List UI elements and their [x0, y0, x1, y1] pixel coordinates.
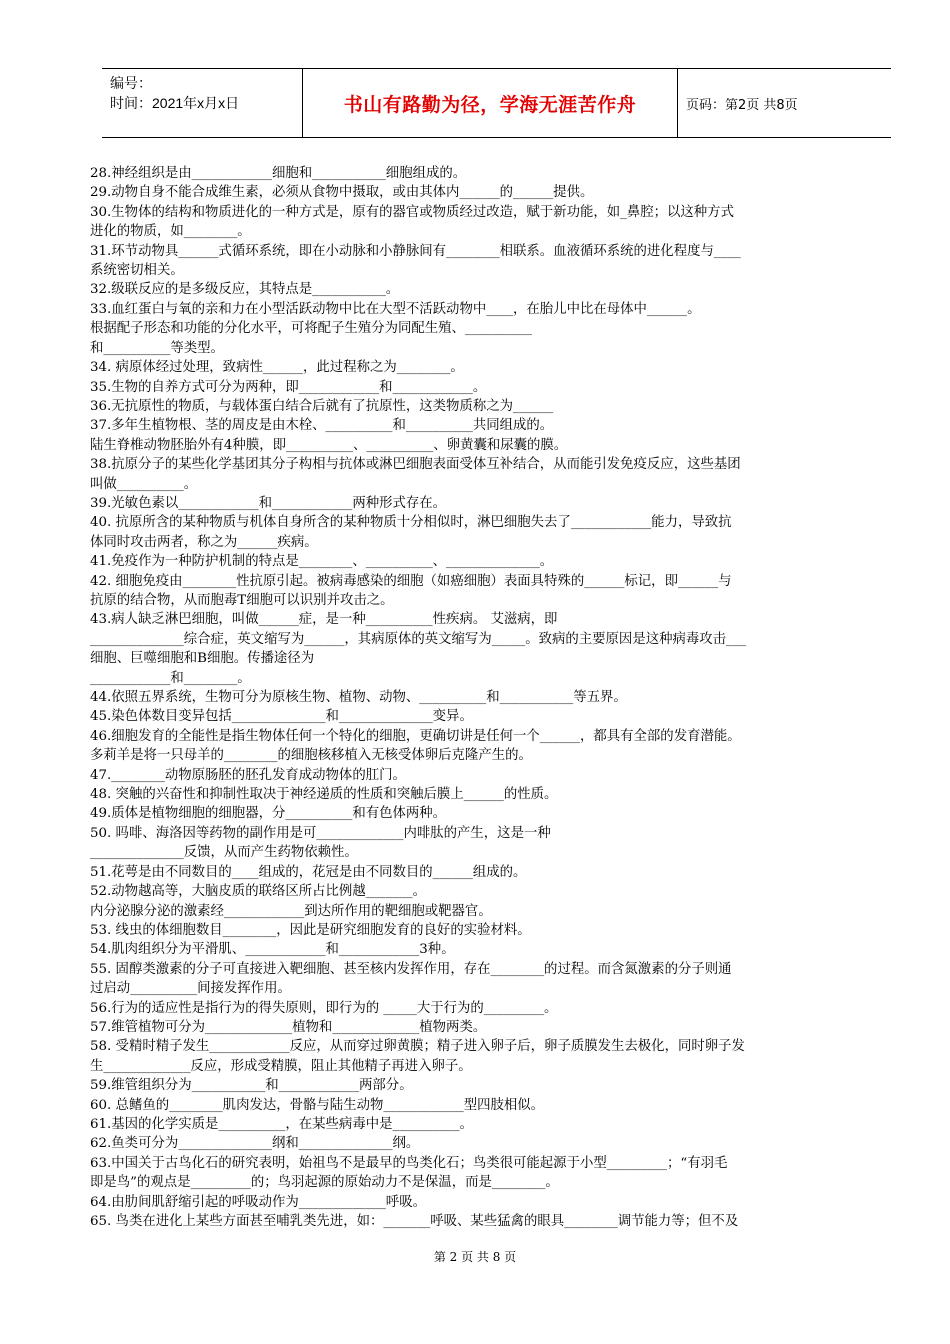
question-line: 51.花萼是由不同数目的____组成的，花冠是由不同数目的______组成的。 [90, 864, 527, 880]
question-line: 内分泌腺分泌的激素经____________到达所作用的靶细胞或靶器官。 [90, 903, 492, 919]
question-line: ______________反馈，从而产生药物依赖性。 [90, 845, 358, 861]
question-line: 40. 抗原所含的某种物质与机体自身所含的某种物质十分相似时，淋巴细胞失去了____________能力，导致抗 [90, 515, 732, 531]
question-line: 45.染色体数目变异包括______________和______________变异。 [90, 709, 473, 725]
question-line: 43.病人缺乏淋巴细胞，叫做______症，是一种__________性疾病。 艾滋病，即 [90, 612, 558, 628]
page-header [102, 68, 891, 138]
header-page-number: 页码：第2页 共8页 [686, 97, 798, 113]
question-line: 系统密切相关。 [90, 263, 184, 278]
question-line: 53. 线虫的体细胞数目________，因此是研究细胞发育的良好的实验材料。 [90, 922, 531, 938]
question-line: 35.生物的自养方式可分为两种，即____________和____________。 [90, 379, 487, 395]
question-line: ______________综合症，英文缩写为______，其病原体的英文缩写为_____。致病的主要原因是这种病毒攻击___ [90, 631, 747, 647]
header-meta [102, 69, 302, 137]
document-number-label: 编号： [110, 75, 152, 91]
question-line: 37.多年生植物根、茎的周皮是由木栓、__________和__________共同组成的。 [90, 418, 554, 434]
question-line: 和__________等类型。 [90, 340, 224, 356]
question-line: 30.生物体的结构和物质进化的一种方式是，原有的器官或物质经过改造，赋于新功能，如_鼻腔；以这种方式 [90, 204, 734, 220]
question-line: 28.神经组织是由____________细胞和___________细胞组成的。 [90, 166, 467, 181]
question-line: 33.血红蛋白与氧的亲和力在小型活跃动物中比在大型不活跃动物中____，在胎儿中比在母体中______。 [90, 301, 701, 317]
question-line: 55. 固醇类激素的分子可直接进入靶细胞、甚至核内发挥作用，存在________的过程。而含氮激素的分子则通 [90, 961, 732, 977]
question-line: 62.鱼类可分为______________纲和______________纲。 [90, 1136, 420, 1152]
question-line: 体同时攻击两者，称之为______疾病。 [90, 534, 318, 550]
question-line: 64.由肋间肌舒缩引起的呼吸动作为_____________呼吸。 [90, 1194, 426, 1210]
date-label: 时间：2021年x月x日 [110, 95, 240, 111]
question-line: 34. 病原体经过处理，致病性______，此过程称之为________。 [90, 360, 464, 376]
question-line: 59.维管组织分为___________和____________两部分。 [90, 1078, 413, 1094]
question-line: 57.维管植物可分为_____________植物和_____________植物两类。 [90, 1019, 487, 1035]
question-line: 生_____________反应，形成受精膜，阻止其他精子再进入卵子。 [90, 1058, 472, 1074]
question-line: 31.环节动物具______式循环系统，即在小动脉和小静脉间有________相联系。血液循环系统的进化程度与____ [90, 243, 741, 259]
question-line: 61.基因的化学实质是__________，在某些病毒中是__________。 [90, 1117, 473, 1132]
question-line: 41.免疫作为一种防护机制的特点是________、__________、______________。 [90, 554, 554, 570]
question-line: 46.细胞发育的全能性是指生物体任何一个特化的细胞，更确切讲是任何一个______，都具有全部的发育潜能。 [90, 728, 741, 744]
page-footer: 第 2 页 共 8 页 [433, 1250, 517, 1264]
question-line: ____________和________。 [90, 670, 251, 686]
question-line: 即是鸟”的观点是_________的；鸟羽起源的原始动力不是保温，而是________。 [90, 1175, 559, 1191]
question-line: 65. 鸟类在进化上某些方面甚至哺乳类先进，如：_______呼吸、某些猛禽的眼具________调节能力等；但不及 [90, 1214, 739, 1229]
question-line: 抗原的结合物，从而胞毒T细胞可以识别并攻击之。 [90, 593, 394, 608]
question-line: 52.动物越高等，大脑皮质的联络区所占比例越_______。 [90, 884, 426, 900]
question-line: 39.光敏色素以____________和____________两种形式存在。 [90, 495, 447, 511]
header-motto: 书山有路勤为径，学海无涯苦作舟 [343, 93, 637, 116]
question-line: 42. 细胞免疫由________性抗原引起。被病毒感染的细胞（如癌细胞）表面具特殊的______标记，即______与 [90, 573, 732, 589]
question-line: 49.质体是植物细胞的细胞器，分__________和有色体两种。 [90, 806, 447, 822]
question-line: 29.动物自身不能合成维生素，必须从食物中摄取，或由其体内______的______提供。 [90, 185, 594, 201]
question-line: 细胞、巨噬细胞和B细胞。传播途径为 [90, 651, 315, 667]
question-line: 陆生脊椎动物胚胎外有4种膜，即__________、__________、卵黄囊和尿囊的膜。 [90, 437, 568, 453]
question-line: 进化的物质，如________。 [90, 224, 251, 240]
question-line: 叫做__________。 [90, 476, 198, 492]
question-line: 多莉羊是将一只母羊的________的细胞核移植入无核受体卵后克隆产生的。 [90, 748, 532, 764]
question-line: 60. 总鳍鱼的________肌肉发达，骨骼与陆生动物____________型四肢相似。 [90, 1097, 545, 1113]
question-line: 38.抗原分子的某些化学基团其分子构相与抗体或淋巴细胞表面受体互补结合，从而能引发免疫反应，这些基团 [90, 457, 741, 473]
question-line: 44.依照五界系统，生物可分为原核生物、植物、动物、__________和___________等五界。 [90, 690, 627, 705]
question-line: 56.行为的适应性是指行为的得失原则，即行为的 _____大于行为的_________。 [90, 1000, 558, 1016]
question-line: 58. 受精时精子发生____________反应，从而穿过卵黄膜；精子进入卵子后，卵子质膜发生去极化，同时卵子发 [90, 1039, 745, 1055]
question-line: 根据配子形态和功能的分化水平，可将配子生殖分为同配生殖、__________ [90, 321, 532, 337]
question-line: 32.级联反应的是多级反应，其特点是___________。 [90, 282, 400, 298]
question-line: 47.________动物原肠胚的胚孔发育成动物体的肛门。 [90, 767, 406, 783]
question-line: 54.肌肉组织分为平滑肌、____________和____________3种。 [90, 942, 455, 958]
question-line: 48. 突触的兴奋性和抑制性取决于神经递质的性质和突触后膜上______的性质。 [90, 787, 558, 802]
question-line: 36.无抗原性的物质，与载体蛋白结合后就有了抗原性，这类物质称之为______ [90, 398, 554, 414]
question-line: 50. 吗啡、海洛因等药物的副作用是可_____________内啡肽的产生，这是一种 [90, 825, 551, 841]
question-line: 63.中国关于古鸟化石的研究表明，始祖鸟不是最早的鸟类化石；鸟类很可能起源于小型_________；“有羽毛 [90, 1155, 728, 1171]
question-line: 过启动__________间接发挥作用。 [90, 981, 291, 997]
